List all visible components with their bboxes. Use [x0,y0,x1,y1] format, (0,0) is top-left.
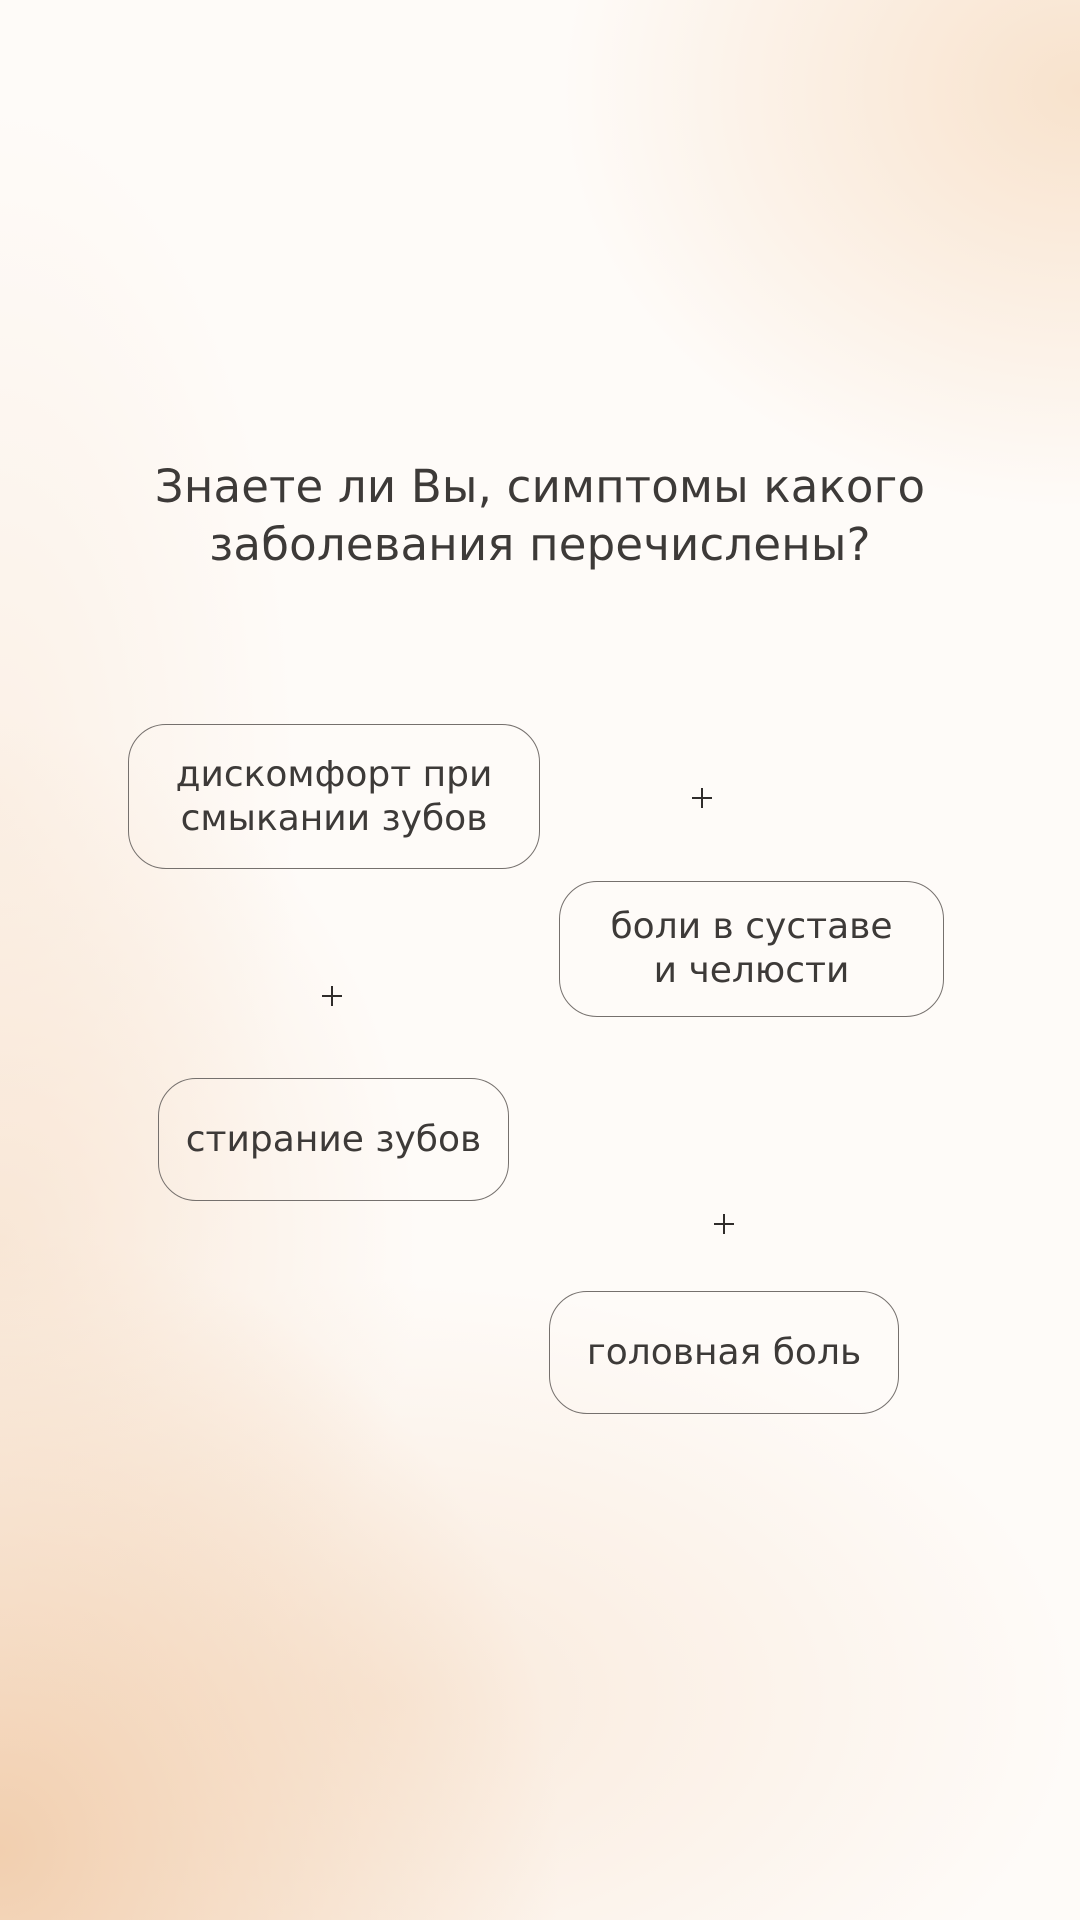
symptom-chip-label: головная боль [586,1331,862,1373]
plus-icon [714,1214,734,1234]
plus-icon [692,788,712,808]
symptom-chip-teeth-wear [158,1078,509,1201]
symptom-chip-label: боли в суставе и челюсти [610,906,893,991]
question-title: Знаете ли Вы, симптомы какого заболевания перечислены? [154,460,926,571]
symptom-chip-label: стирание зубов [185,1118,482,1160]
symptom-chip-teeth-closing-discomfort [128,724,540,869]
symptom-chip-label: дискомфорт при смыкании зубов [175,753,493,839]
symptom-chip-headache [549,1291,899,1414]
symptom-chip-joint-jaw-pain [559,881,944,1017]
plus-icon [322,986,342,1006]
